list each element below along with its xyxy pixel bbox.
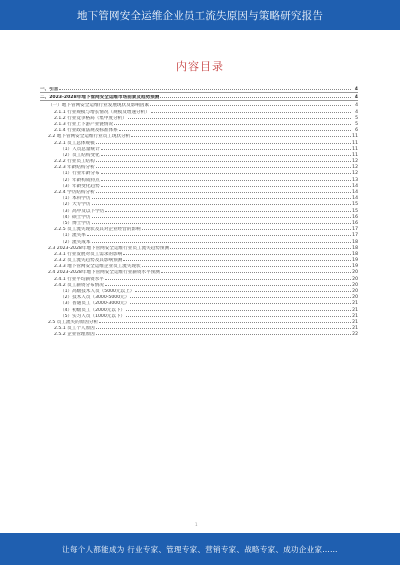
page-number: 1 <box>195 522 198 527</box>
toc-leader-dots <box>99 318 351 323</box>
toc-leader-dots <box>92 219 352 224</box>
toc-leader-dots <box>131 132 351 137</box>
toc-entry-page: 19 <box>352 264 358 270</box>
toc-entry-label: （1）行业年龄分布 <box>60 171 100 177</box>
toc-entry-page: 20 <box>352 289 358 294</box>
toc-entry-label: 2.5.1 员工个人原因 <box>54 326 95 332</box>
toc-leader-dots <box>101 176 351 181</box>
toc-leader-dots <box>96 139 351 144</box>
toc-entry-label: 2.2 地下管网安全运维行业员工现状分析 <box>48 134 131 140</box>
toc-entry-page: 4 <box>354 95 358 101</box>
toc-entry-label: 2.3 2023-2028年地下管网安全运维行业员工流失趋势预测 <box>48 245 170 251</box>
toc-entry-page: 14 <box>352 196 358 202</box>
toc-leader-dots <box>150 101 351 106</box>
toc-entry-page: 11 <box>352 134 358 140</box>
toc-entry-label: （2）年龄构成特点 <box>60 177 100 183</box>
toc-entry-label: 2.2.4 学历结构分析 <box>54 190 95 195</box>
toc-entry-page: 22 <box>352 332 358 338</box>
toc-entry-label: 2.2.2 行业员工结构 <box>54 159 95 165</box>
toc-leader-dots <box>142 262 351 267</box>
toc-entry-page: 14 <box>352 183 358 189</box>
toc-leader-dots <box>151 108 351 113</box>
document-footer-banner <box>0 533 400 565</box>
toc-entry-label: 2.3.2 员工流失趋势及其影响预测 <box>54 258 123 264</box>
toc-entry-page: 17 <box>352 227 358 233</box>
document-title: 地下管网安全运维企业员工流失原因与策略研究报告 <box>76 9 324 22</box>
toc-entry-label: （1）流失率 <box>60 233 86 239</box>
toc-entry-label: 2.3.3 地下管网安全运维企业员工流失现状 <box>54 264 141 270</box>
toc-leader-dots <box>119 126 351 131</box>
toc-entry-page: 5 <box>355 121 358 127</box>
toc-leader-dots <box>87 231 351 236</box>
toc-entry-label: 2.3.1 行业发展对员工需求的影响 <box>54 251 123 257</box>
toc-entry-label: 一、引言 <box>40 87 59 92</box>
toc-leader-dots <box>96 163 351 168</box>
toc-leader-dots <box>92 194 352 199</box>
toc-entry-label: （3）年龄变化趋势 <box>60 183 100 189</box>
toc-entry-page: 16 <box>352 214 358 220</box>
toc-leader-dots <box>96 324 351 329</box>
toc-leader-dots <box>105 281 351 286</box>
toc-leader-dots <box>59 85 351 90</box>
toc-leader-dots <box>105 207 351 212</box>
toc-entry-page: 20 <box>352 270 358 276</box>
toc-entry-page: 19 <box>352 258 358 264</box>
toc-leader-dots <box>126 312 351 317</box>
toc-entry-label: （3）高中及以下学历 <box>60 208 105 214</box>
toc-leader-dots <box>101 145 351 150</box>
toc-leader-dots <box>126 306 351 311</box>
toc-entry-page: 4 <box>355 103 358 109</box>
toc-leader-dots <box>101 169 351 174</box>
toc-leader-dots <box>142 225 351 230</box>
toc-leader-dots <box>128 114 351 119</box>
toc-leader-dots <box>105 275 351 280</box>
toc-entry-page: 18 <box>352 251 358 257</box>
toc-entry-page: 18 <box>352 239 358 245</box>
toc-entry-label: 2.2.5 员工流失现状及其对企业经营的影响 <box>54 227 141 233</box>
toc-entry-page: 5 <box>355 115 358 121</box>
toc-entry-page: 21 <box>352 307 358 313</box>
toc-entry-page: 12 <box>352 165 358 171</box>
toc-entry-label: （2）技术人员（3000-5000元） <box>60 295 130 301</box>
toc-entry-label: （5）实习人员（1000元以下） <box>60 313 126 319</box>
toc-entry-page: 20 <box>352 295 358 301</box>
toc-leader-dots <box>92 200 352 205</box>
toc-leader-dots <box>96 330 351 335</box>
toc-entry-label: 2.4.1 行业平均薪资水平 <box>54 276 104 282</box>
toc-heading: 内容目录 <box>176 60 224 73</box>
toc-leader-dots <box>170 244 351 249</box>
toc-entry-label: 2.4 2023-2028年地下管网安全运维行业薪资水平预测 <box>48 270 160 276</box>
document-header-banner <box>0 0 400 30</box>
toc-entry-label: （1）高级技术人员（5000元以上） <box>60 289 135 294</box>
toc-entry-label: （5）博士学历 <box>60 220 91 226</box>
toc-entry-label: （一）地下管网安全运维行业发展现状及影响因素 <box>48 103 150 109</box>
toc-entry-label: 2.1.2 行业竞争格局（集中度分析） <box>54 115 127 121</box>
toc-leader-dots <box>101 182 351 187</box>
table-of-contents <box>40 85 358 337</box>
toc-leader-dots <box>101 151 351 156</box>
toc-entry-page: 20 <box>352 276 358 282</box>
toc-leader-dots <box>130 293 351 298</box>
toc-entry-page: 16 <box>352 220 358 226</box>
toc-entry-page: 21 <box>352 319 358 325</box>
toc-entry-page: 13 <box>352 177 358 183</box>
toc-entry-page: 11 <box>352 140 358 146</box>
toc-entry-label: 二、2023-2028年地下管网安全运维市场前景及趋势预测 <box>40 95 160 101</box>
toc-entry-page: 11 <box>352 152 358 158</box>
footer-slogan: 让每个人都能成为 行业专家、管理专家、营销专家、战略专家、成功企业家…… <box>62 544 338 554</box>
toc-entry-page: 12 <box>352 171 358 177</box>
toc-entry-page: 15 <box>352 202 358 208</box>
toc-leader-dots <box>92 213 352 218</box>
toc-entry-page: 18 <box>352 245 358 251</box>
toc-entry-label: 2.5 员工流失的原因分析 <box>48 319 99 325</box>
toc-leader-dots <box>114 120 351 125</box>
toc-entry-label: 2.1.1 行业规模与增长情况（规模及增速分析） <box>54 109 150 115</box>
toc-entry[interactable] <box>40 93 358 99</box>
toc-leader-dots <box>161 268 351 273</box>
toc-entry-page: 14 <box>352 190 358 195</box>
toc-leader-dots <box>123 250 351 255</box>
toc-entry-label: （4）硕士学历 <box>60 214 91 220</box>
toc-leader-dots <box>130 299 351 304</box>
toc-leader-dots <box>135 287 351 292</box>
toc-entry-page: 20 <box>352 282 358 288</box>
toc-leader-dots <box>92 238 352 243</box>
toc-entry-page: 4 <box>355 109 358 115</box>
toc-entry-label: 2.2.1 员工总体规模 <box>54 140 95 146</box>
toc-entry-page: 21 <box>352 301 358 307</box>
toc-entry-page: 21 <box>352 313 358 319</box>
toc-entry-label: 2.1.4 行业政策法规及标准体系 <box>54 128 118 134</box>
toc-entry-label: 2.4.2 员工薪资分布情况 <box>54 282 104 288</box>
toc-entry-label: （1）人员总量统计 <box>60 146 100 152</box>
toc-entry-label: 2.5.2 企业管理原因 <box>54 332 95 338</box>
toc-entry-label: 2.1.3 行业上下游产业链情况 <box>54 121 114 127</box>
toc-entry-label: （1）本科学历 <box>60 196 91 202</box>
toc-entry-label: （4）初级员工（2000元以下） <box>60 307 126 313</box>
toc-entry[interactable] <box>40 85 358 91</box>
toc-entry-page: 21 <box>352 326 358 332</box>
toc-entry-page: 6 <box>355 128 358 134</box>
toc-entry-page: 4 <box>354 87 358 92</box>
toc-entry-label: （2）大专学历 <box>60 202 91 208</box>
toc-leader-dots <box>160 93 351 98</box>
toc-leader-dots <box>96 157 351 162</box>
toc-entry-label: （3）普通员工（2000-3000元） <box>60 301 130 307</box>
toc-entry-label: （2）流失成本 <box>60 239 91 245</box>
toc-leader-dots <box>123 256 351 261</box>
toc-entry-page: 11 <box>352 146 358 152</box>
toc-leader-dots <box>96 188 351 193</box>
toc-entry-page: 15 <box>352 208 358 214</box>
toc-entry-label: 2.2.3 年龄结构分析 <box>54 165 95 171</box>
toc-entry-label: （2）员工结构变化 <box>60 152 100 158</box>
toc-entry-page: 17 <box>352 233 358 239</box>
toc-entry-page: 12 <box>352 159 358 165</box>
